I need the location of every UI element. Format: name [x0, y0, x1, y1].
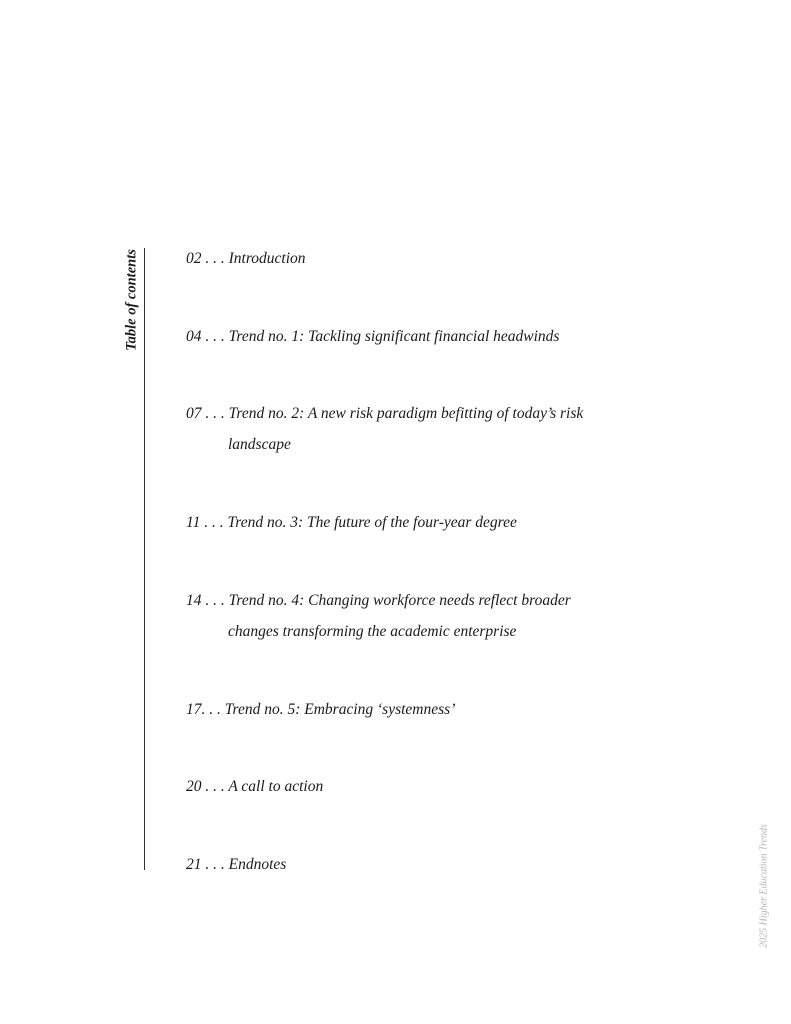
toc-entry-trend-4[interactable] — [186, 585, 571, 647]
toc-entry-text: 11 . . . Trend no. 3: The future of the four-year degree — [186, 514, 517, 531]
toc-entry-text: 14 . . . Trend no. 4: Changing workforce needs reflect broader — [186, 592, 571, 609]
report-title-footer: 2025 Higher Education Trends — [758, 824, 770, 948]
toc-entry-text: 02 . . . Introduction — [186, 250, 306, 267]
toc-entry-text: 04 . . . Trend no. 1: Tackling significant financial headwinds — [186, 328, 560, 345]
toc-entry-text: 20 . . . A call to action — [186, 778, 324, 795]
toc-entry-call-to-action[interactable] — [186, 771, 323, 802]
toc-heading: Table of contents — [123, 249, 140, 351]
toc-entry-trend-5[interactable] — [186, 694, 455, 725]
toc-entry-text-continued: changes transforming the academic enterprise — [228, 623, 517, 640]
toc-entry-text-continued: landscape — [228, 436, 291, 453]
toc-entry-text: 07 . . . Trend no. 2: A new risk paradigm befitting of today’s risk — [186, 405, 584, 422]
toc-divider-line — [144, 248, 145, 870]
toc-entry-endnotes[interactable] — [186, 849, 286, 880]
toc-entry-trend-2[interactable] — [186, 398, 583, 460]
toc-entry-trend-1[interactable] — [186, 321, 559, 352]
toc-entry-introduction[interactable] — [186, 243, 306, 274]
toc-entry-text: 21 . . . Endnotes — [186, 856, 287, 873]
toc-entry-text: 17. . . Trend no. 5: Embracing ‘systemness’ — [186, 701, 456, 718]
toc-entry-trend-3[interactable] — [186, 507, 517, 538]
